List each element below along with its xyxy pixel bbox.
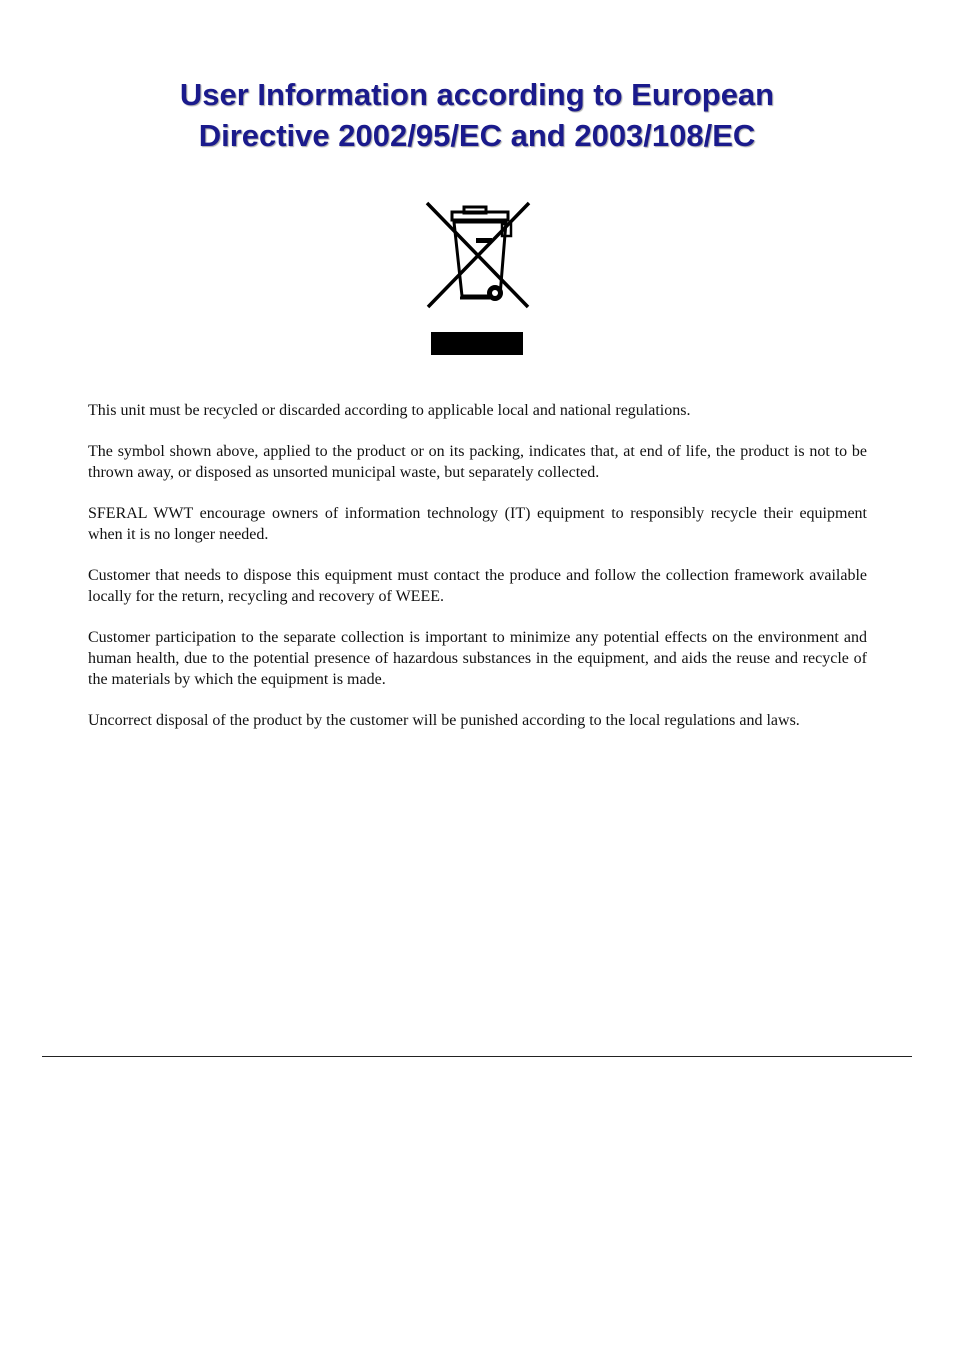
paragraph: SFERAL WWT encourage owners of information technology (IT) equipment to responsibly recycle their equipment when it is no longer needed. (88, 505, 867, 543)
paragraph: Customer participation to the separate collection is important to minimize any potential effects on the environment and human health, due to the potential presence of hazardous substances in the equipment, and aids the reuse and recycle of the materials by which the equipment is made. (88, 629, 867, 688)
crossed-out-wheeled-bin-icon (424, 198, 532, 358)
footer-divider (42, 1056, 912, 1057)
title-line-2: Directive 2002/95/EC and 2003/108/EC (198, 118, 756, 153)
paragraph: This unit must be recycled or discarded according to applicable local and national regulations. (88, 402, 691, 419)
title-line-1: User Information according to European (179, 77, 775, 112)
paragraph: The symbol shown above, applied to the product or on its packing, indicates that, at end of life, the product is not to be thrown away, or disposed as unsorted municipal waste, but separately collected. (88, 443, 867, 481)
body-text (88, 400, 867, 751)
paragraph: Uncorrect disposal of the product by the customer will be punished according to the local regulations and laws. (88, 712, 800, 729)
page-title (0, 74, 954, 156)
paragraph: Customer that needs to dispose this equipment must contact the produce and follow the collection framework available locally for the return, recycling and recovery of WEEE. (88, 567, 867, 605)
